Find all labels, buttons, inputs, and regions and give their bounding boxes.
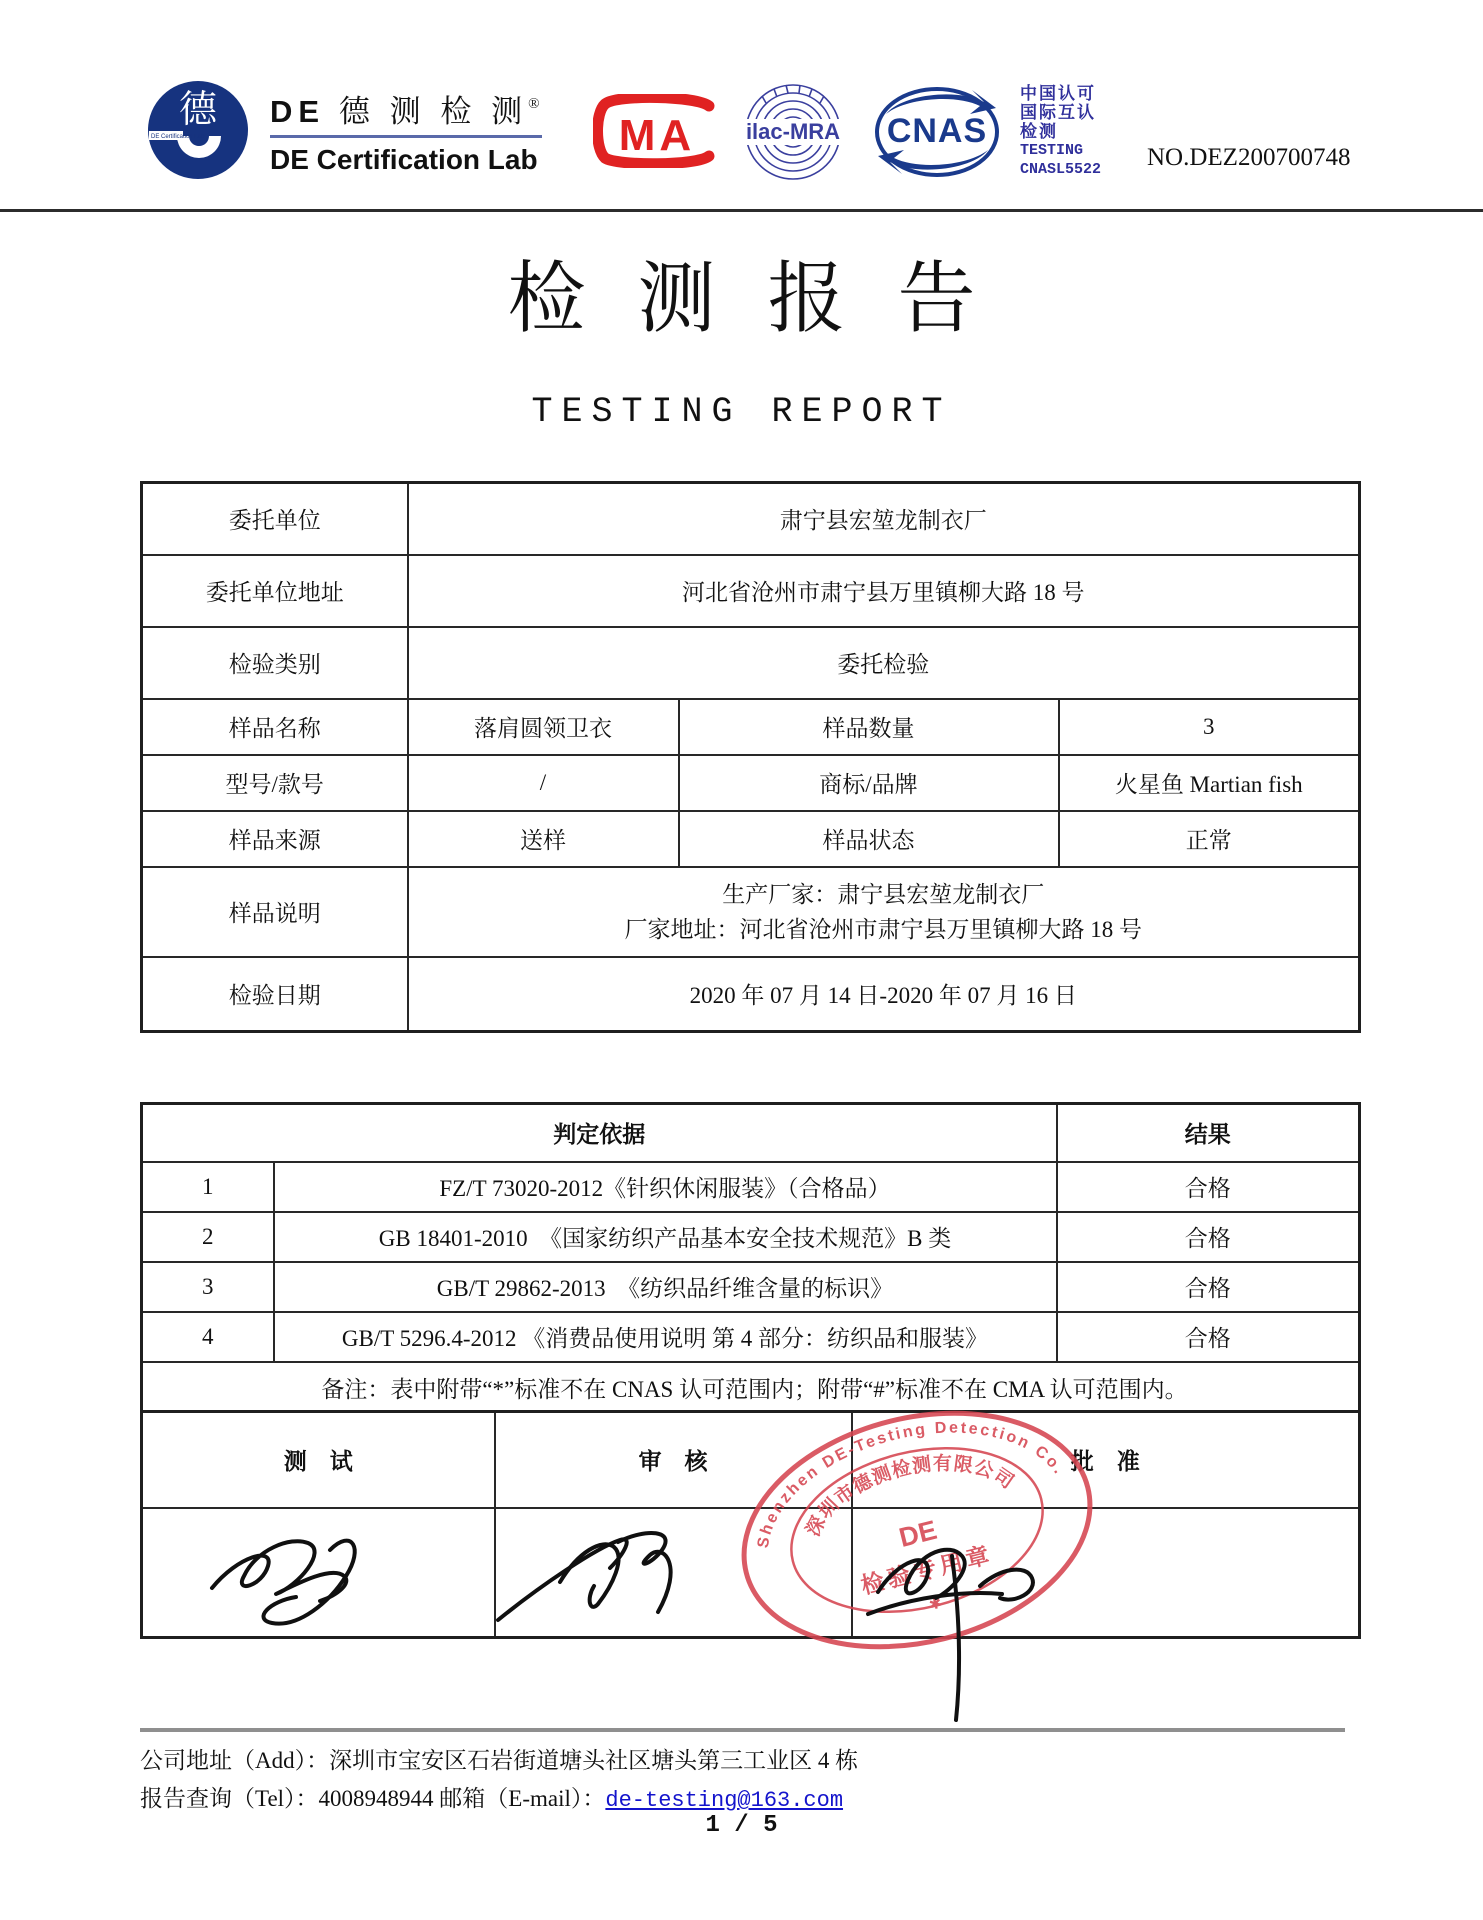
test-signature-cell [142,1508,495,1638]
brand-cn: 德 测 检 测 [338,94,529,129]
brand-name-cn [270,86,560,131]
brand-block [270,86,560,176]
sample-desc-line1: 生产厂家：肃宁县宏堃龙制衣厂 [722,881,1045,907]
table-row [142,957,1360,1032]
cnas-swoosh-bottom [878,150,988,174]
table-row [142,1262,1360,1312]
seal-type-text: 检验专用章 [858,1541,996,1599]
info-value: 正常 [1059,811,1360,867]
report-number: NO.DEZ200700748 [1147,144,1351,171]
company-address: 公司地址（Add）：深圳市宝安区石岩街道塘头社区塘头第三工业区 4 栋 [140,1748,859,1773]
info-label: 委托单位地址 [142,555,408,627]
info-label: 样品名称 [142,699,408,755]
table-row [142,1362,1360,1414]
info-value: 落肩圆领卫衣 [408,699,679,755]
table-row [142,1508,1360,1638]
basis-no: 4 [142,1312,274,1362]
table-row [142,555,1360,627]
page-number: 1 / 5 [705,1812,778,1839]
table-row [142,627,1360,699]
accreditation-line: 检测 [1020,122,1058,141]
basis-result-table [140,1102,1361,1415]
table-row [142,1212,1360,1262]
signature-table [140,1410,1361,1639]
basis-result: 合格 [1057,1212,1360,1262]
review-signature-cell [495,1508,852,1638]
accreditation-line: 国际互认 [1020,103,1096,122]
seal-ring-text: Shenzhen DE-Testing Detection Co. [754,1419,1069,1550]
cnas-swoosh-top [886,90,996,114]
basis-standard: GB 18401-2010 《国家纺织产品基本安全技术规范》B 类 [274,1212,1057,1262]
ilac-label: ilac-MRA [745,119,841,144]
table-row [142,755,1360,811]
info-label: 商标/品牌 [679,755,1059,811]
brand-de: DE [270,94,326,129]
footer-divider [140,1728,1345,1732]
de-logo-strip-text: DE Certification Lab [151,134,205,140]
info-label: 样品来源 [142,811,408,867]
table-row [142,1312,1360,1362]
info-value: 送样 [408,811,679,867]
info-label: 检验类别 [142,627,408,699]
info-value: 3 [1059,699,1360,755]
table-row [142,1412,1360,1508]
page-title-cn: 检测报告 [507,255,1028,342]
info-label: 委托单位 [142,483,408,555]
cnas-logo [872,86,1002,178]
table-row [142,483,1360,555]
cma-logo [593,94,726,168]
de-logo-glyph: 德 [178,89,218,131]
approve-signature-cell [852,1508,1360,1638]
email-link[interactable]: de-testing@163.com [605,1788,844,1813]
approve-label: 批 准 [852,1412,1360,1508]
result-header: 结果 [1057,1104,1360,1162]
info-value: 火星鱼 Martian fish [1059,755,1360,811]
basis-result: 合格 [1057,1162,1360,1212]
contact-prefix: 报告查询（Tel）：4008948944 邮箱（E-mail）： [140,1786,606,1811]
test-label: 测 试 [142,1412,495,1508]
basis-no: 2 [142,1212,274,1262]
table-row [142,1104,1360,1162]
info-label: 样品数量 [679,699,1059,755]
registered-mark: ® [528,96,546,112]
ilac-mra-logo [742,82,845,182]
basis-standard: FZ/T 73020-2012《针织休闲服装》（合格品） [274,1162,1057,1212]
accreditation-line: TESTING [1020,142,1084,159]
cma-letters: MA [618,111,696,160]
info-value [408,867,1360,957]
basis-no: 3 [142,1262,274,1312]
seal-abbr: DE [896,1514,940,1553]
info-value: 2020 年 07 月 14 日-2020 年 07 月 16 日 [408,957,1360,1032]
basis-no: 1 [142,1162,274,1212]
contact-line [140,1780,843,1813]
info-value: 委托检验 [408,627,1360,699]
basis-header: 判定依据 [142,1104,1057,1162]
info-value: 河北省沧州市肃宁县万里镇柳大路 18 号 [408,555,1360,627]
info-label: 样品状态 [679,811,1059,867]
info-label: 检验日期 [142,957,408,1032]
page-title-en: TESTING REPORT [531,392,952,432]
info-label: 型号/款号 [142,755,408,811]
table-row [142,699,1360,755]
de-lab-logo [147,80,249,180]
sample-desc-line2: 厂家地址：河北省沧州市肃宁县万里镇柳大路 18 号 [624,916,1142,942]
accreditation-block [1020,84,1101,179]
basis-note: 备注：表中附带“*”标准不在 CNAS 认可范围内；附带“#”标准不在 CMA 认可范围内。 [142,1362,1360,1414]
review-label: 审 核 [495,1412,852,1508]
table-row [142,867,1360,957]
cnas-label: CNAS [886,112,988,150]
basis-result: 合格 [1057,1262,1360,1312]
header-divider [0,209,1483,212]
basis-result: 合格 [1057,1312,1360,1362]
basis-standard: GB/T 5296.4-2012 《消费品使用说明 第 4 部分：纺织品和服装》 [274,1312,1057,1362]
seal-company-text: 深圳市德测检测有限公司 [802,1453,1018,1540]
table-row [142,811,1360,867]
brand-name-en: DE Certification Lab [270,144,538,175]
sample-info-table [140,481,1361,1033]
seal-star: ✱ [927,1595,944,1614]
basis-standard: GB/T 29862-2013 《纺织品纤维含量的标识》 [274,1262,1057,1312]
info-value: 肃宁县宏堃龙制衣厂 [408,483,1360,555]
info-value: / [408,755,679,811]
brand-divider [270,135,542,138]
info-label: 样品说明 [142,867,408,957]
accreditation-line: 中国认可 [1020,84,1096,103]
table-row [142,1162,1360,1212]
accreditation-line: CNASL5522 [1020,161,1102,178]
